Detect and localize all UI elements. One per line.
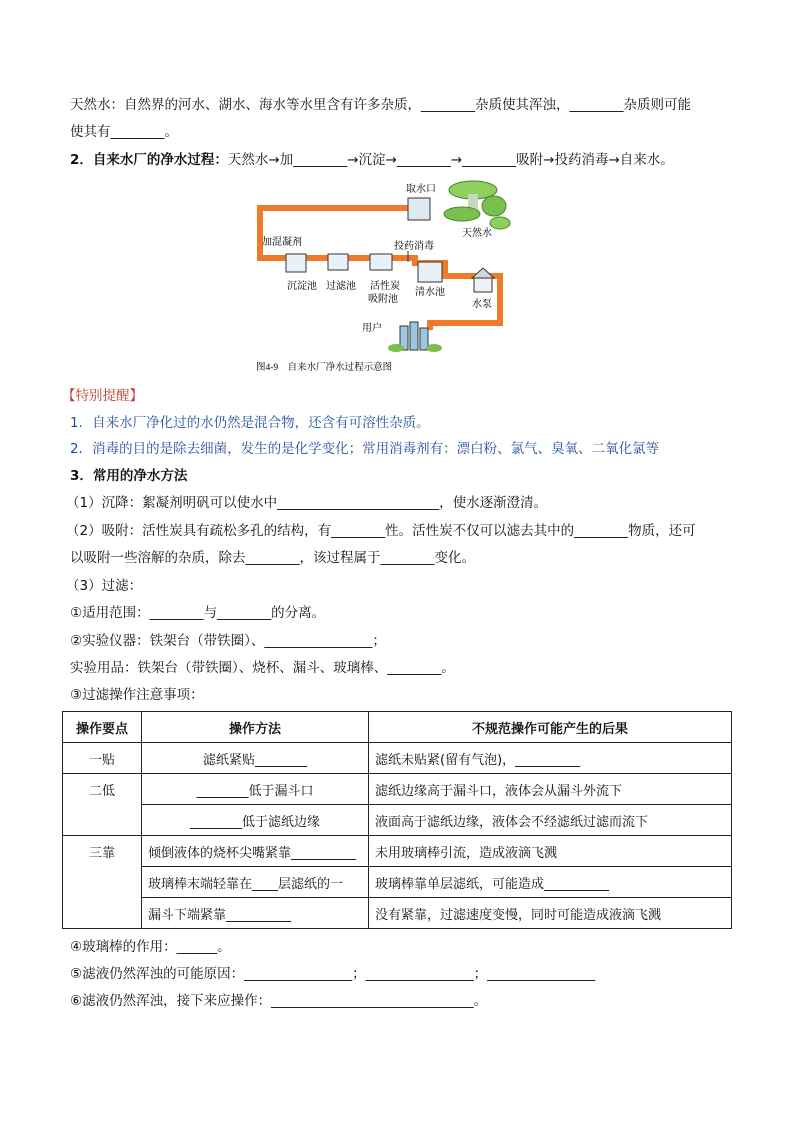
reminder-item-1: 1．自来水厂净化过的水仍然是混合物，还含有可溶性杂质。 bbox=[70, 415, 430, 431]
diagram-svg bbox=[250, 178, 515, 378]
label-coagulant: 加混凝剂 bbox=[262, 237, 302, 248]
label-clear-pool: 清水池 bbox=[415, 287, 445, 298]
section3-title: 3．常用的净水方法 bbox=[70, 468, 188, 484]
table-cell-method: 倾倒液体的烧杯尖嘴紧靠__________ bbox=[142, 836, 369, 867]
section3-p3-3: 实验用品：铁架台（带铁圈）、烧杯、漏斗、玻璃棒、________。 bbox=[70, 660, 455, 676]
label-carbon-1: 活性炭 bbox=[370, 281, 400, 292]
label-filter: 过滤池 bbox=[326, 281, 356, 292]
table-row bbox=[63, 836, 732, 867]
reminder-item-2: 2．消毒的目的是除去细菌，发生的是化学变化；常用消毒剂有：漂白粉、氯气、臭氧、二氧化氯等 bbox=[70, 441, 660, 457]
intro-line-1: 天然水：自然界的河水、湖水、海水等水里含有许多杂质，________杂质使其浑浊，________杂质则可能 bbox=[70, 97, 691, 113]
label-natural-water: 天然水 bbox=[462, 228, 492, 239]
section2-title: 2．自来水厂的净水过程： bbox=[70, 152, 228, 168]
table-header-row bbox=[63, 712, 732, 743]
label-sedimentation: 沉淀池 bbox=[287, 281, 317, 292]
tree-icon bbox=[444, 181, 510, 229]
table-row bbox=[63, 805, 732, 836]
table-cell-result: 未用玻璃棒引流，造成液滴飞溅 bbox=[369, 836, 732, 867]
table-cell-method: 玻璃棒末端轻靠在____层滤纸的一 bbox=[142, 867, 369, 898]
water-treatment-diagram bbox=[250, 178, 515, 378]
table-cell-point: 三靠 bbox=[63, 836, 142, 929]
table-header-method: 操作方法 bbox=[142, 712, 369, 743]
label-user: 用户 bbox=[362, 323, 382, 334]
table-cell-result: 没有紧靠，过滤速度变慢，同时可能造成液滴飞溅 bbox=[369, 898, 732, 929]
pipe-segment-top bbox=[260, 208, 408, 240]
section3-p2b: 以吸附一些溶解的杂质，除去________，该过程属于________变化。 bbox=[70, 550, 475, 566]
table-cell-point: 一贴 bbox=[63, 743, 142, 774]
table-cell-result: 滤纸未贴紧(留有气泡)，__________ bbox=[369, 743, 732, 774]
table-cell-result: 玻璃棒靠单层滤纸，可能造成__________ bbox=[369, 867, 732, 898]
table-cell-point: 二低 bbox=[63, 774, 142, 836]
figure-caption: 图4-9 自来水厂净水过程示意图 bbox=[256, 363, 393, 373]
section3-p1: （1）沉降：絮凝剂明矾可以使水中________________________，使水逐渐澄清。 bbox=[66, 495, 548, 511]
section3-p3-2: ②实验仪器：铁架台（带铁圈）、________________； bbox=[70, 633, 386, 649]
table-cell-method: 滤纸紧贴________ bbox=[142, 743, 369, 774]
section3-p3-1: ①适用范围：________与________的分离。 bbox=[70, 605, 326, 621]
table-row bbox=[63, 867, 732, 898]
section2-text: 天然水→加________→沉淀→________→________吸附→投药消毒→自来水。 bbox=[227, 152, 674, 168]
pump-house-icon bbox=[472, 268, 494, 292]
table-cell-result: 滤纸边缘高于漏斗口，液体会从漏斗外流下 bbox=[369, 774, 732, 805]
section3-p2a: （2）吸附：活性炭具有疏松多孔的结构，有________性。活性炭不仅可以滤去其中的________物质，还可 bbox=[66, 523, 696, 539]
table-cell-method: ________低于漏斗口 bbox=[142, 774, 369, 805]
section2-line bbox=[70, 150, 674, 170]
intro-line-2: 使其有________。 bbox=[70, 124, 178, 140]
label-pump: 水泵 bbox=[472, 299, 492, 310]
after-q4: ④玻璃棒的作用：______。 bbox=[70, 939, 231, 955]
label-carbon-2: 吸附池 bbox=[368, 294, 398, 305]
table-row bbox=[63, 743, 732, 774]
table-cell-method: ________低于滤纸边缘 bbox=[142, 805, 369, 836]
table-cell-result: 液面高于滤纸边缘，液体会不经滤纸过滤而流下 bbox=[369, 805, 732, 836]
reminder-heading: 【特别提醒】 bbox=[62, 388, 143, 404]
label-intake: 取水口 bbox=[406, 184, 436, 195]
after-q5: ⑤滤液仍然浑浊的可能原因：________________；________________；________________ bbox=[70, 966, 596, 982]
table-row bbox=[63, 774, 732, 805]
section3-p3: （3）过滤： bbox=[66, 578, 143, 594]
table-cell-method: 漏斗下端紧靠__________ bbox=[142, 898, 369, 929]
table-header-result: 不规范操作可能产生的后果 bbox=[369, 712, 732, 743]
section3-p3-4: ③过滤操作注意事项： bbox=[70, 687, 204, 703]
filtration-table bbox=[62, 711, 732, 929]
after-q6: ⑥滤液仍然浑浊，接下来应操作：______________________________。 bbox=[70, 993, 488, 1009]
table-header-point: 操作要点 bbox=[63, 712, 142, 743]
label-disinfect: 投药消毒 bbox=[394, 241, 434, 252]
table-row bbox=[63, 898, 732, 929]
intake-box-icon bbox=[408, 198, 430, 220]
building-icon bbox=[388, 322, 442, 352]
